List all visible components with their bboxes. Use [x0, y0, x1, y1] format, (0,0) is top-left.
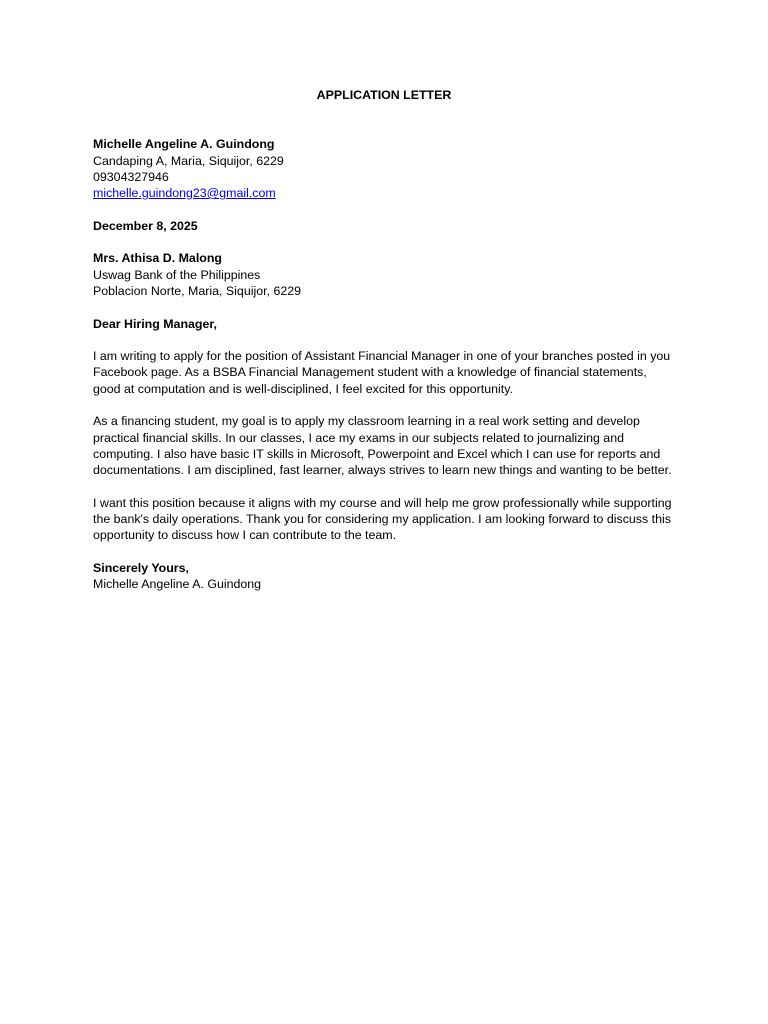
salutation: Dear Hiring Manager, — [93, 316, 217, 331]
recipient-block — [93, 250, 675, 299]
letter-title: APPLICATION LETTER — [316, 88, 452, 102]
signature: Michelle Angeline A. Guindong — [93, 577, 262, 592]
closing: Sincerely Yours, — [93, 561, 189, 576]
recipient-company: Uswag Bank of the Philippines — [93, 267, 261, 282]
sender-name: Michelle Angeline A. Guindong — [93, 137, 275, 152]
recipient-name: Mrs. Athisa D. Malong — [93, 251, 222, 266]
sender-block — [93, 136, 675, 201]
body-paragraph-1: I am writing to apply for the position of Assistant Financial Manager in one of your branches posted in you Facebook page. As a BSBA Financial Management student with a knowledge of financial statements, good at computation and is well-disciplined, I feel excited for this opportunity. — [93, 349, 671, 396]
body-paragraph-2: As a financing student, my goal is to apply my classroom learning in a real work setting and develop practical financial skills. In our classes, I ace my exams in our subjects related to journalizing and computing. I also have basic IT skills in Microsoft, Powerpoint and Excel which I can use for reports and documentations. I am disciplined, fast learner, always strives to learn new things and wanting to be better. — [93, 414, 672, 478]
sender-phone: 09304327946 — [93, 169, 169, 184]
letter-body — [93, 87, 675, 593]
body-paragraph-3: I want this position because it aligns with my course and will help me grow professionally while supporting the bank's daily operations. Thank you for considering my application. I am looking forward to discuss this opportunity to discuss how I can contribute to the team. — [93, 495, 672, 543]
letter-date: December 8, 2025 — [93, 218, 198, 233]
recipient-address: Poblacion Norte, Maria, Siquijor, 6229 — [93, 283, 302, 298]
sender-email-link[interactable]: michelle.guindong23@gmail.com — [93, 186, 276, 201]
sender-address: Candaping A, Maria, Siquijor, 6229 — [93, 153, 284, 168]
